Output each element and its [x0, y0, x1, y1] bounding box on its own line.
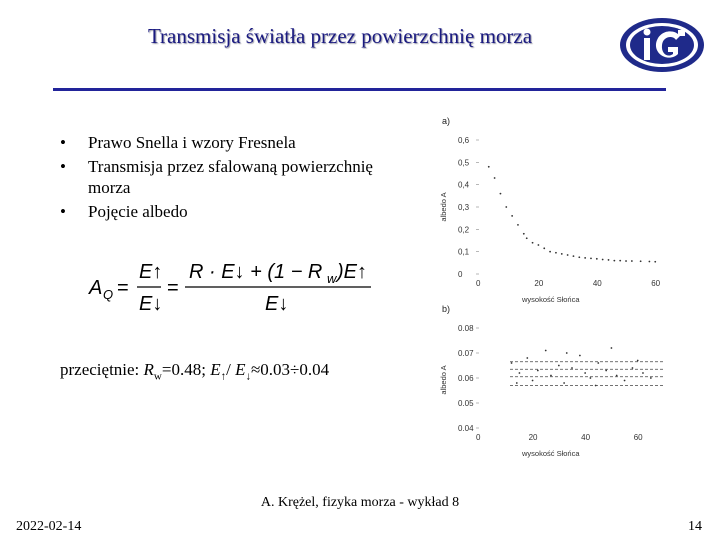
albedo-charts: [432, 112, 672, 472]
title-divider: [53, 88, 666, 91]
slide-date: 2022-02-14: [16, 519, 82, 534]
albedo-formula: [85, 254, 385, 324]
data-point: [566, 352, 568, 354]
y-axis-label: albedo A: [439, 365, 448, 395]
data-point: [642, 372, 644, 374]
page-number: 14: [688, 519, 702, 534]
data-point: [563, 382, 565, 384]
y-axis-label: albedo A: [439, 192, 448, 222]
formula-frac1-num: E↑: [139, 261, 163, 283]
data-point: [590, 257, 592, 259]
data-point: [549, 251, 551, 253]
data-point: [511, 215, 513, 217]
data-point: [611, 347, 613, 349]
data-point: [538, 244, 540, 246]
data-point: [561, 253, 563, 255]
data-point: [632, 367, 634, 369]
y-tick-label: 0,6: [458, 136, 470, 145]
data-point: [526, 357, 528, 359]
data-point: [650, 377, 652, 379]
y-tick-label: 0.04: [458, 424, 474, 433]
data-point: [494, 177, 496, 179]
y-tick-label: 0,5: [458, 158, 470, 168]
data-point: [619, 260, 621, 262]
formula-frac2-den: E↓: [265, 293, 289, 315]
x-tick-label: 0: [476, 279, 481, 288]
data-point: [608, 259, 610, 261]
bullet-item: • Prawo Snella i wzory Fresnela: [58, 132, 408, 153]
data-point: [596, 258, 598, 260]
data-point: [519, 372, 521, 374]
y-tick-label: 0,3: [458, 203, 470, 212]
y-tick-label: 0.08: [458, 324, 474, 333]
data-point: [573, 255, 575, 257]
formula-frac2-num: R · E↓ + (1 − R: [189, 261, 323, 283]
panel-label: a): [442, 116, 451, 126]
data-point: [523, 233, 525, 235]
data-point: [640, 260, 642, 262]
data-point: [605, 370, 607, 372]
data-point: [597, 362, 599, 364]
data-point: [511, 362, 513, 364]
x-tick-label: 40: [581, 433, 591, 442]
x-tick-label: 20: [528, 433, 538, 442]
data-point: [543, 247, 545, 249]
data-point: [578, 256, 580, 258]
ig-logo: [618, 16, 706, 74]
footer-credit: A. Krężel, fizyka morza - wykład 8: [260, 495, 460, 510]
bullet-item: • Transmisja przez sfalowaną powierzchnię morza: [58, 156, 408, 198]
x-tick-label: 60: [651, 279, 661, 288]
formula-frac2-num-sub: w: [327, 271, 337, 286]
formula-lhs-sub: Q: [103, 287, 114, 302]
data-point: [558, 365, 560, 367]
data-point: [654, 261, 656, 263]
panel-label: b): [442, 304, 451, 314]
data-point: [624, 380, 626, 382]
data-point: [488, 166, 490, 168]
bullet-list: [58, 132, 408, 225]
average-values-note: przeciętnie: $R_w=0.48$; $E_↑/$ $E_↓\approx 0.03\div 0.04$: [60, 360, 330, 383]
y-tick-label: 0,1: [458, 247, 470, 257]
x-tick-label: 40: [592, 279, 602, 288]
data-point: [616, 375, 618, 377]
data-point: [500, 193, 502, 195]
data-point: [526, 237, 528, 239]
data-point: [505, 206, 507, 208]
data-point: [648, 261, 650, 263]
data-point: [517, 224, 519, 226]
y-tick-label: 0,4: [458, 180, 470, 190]
data-point: [584, 257, 586, 259]
x-tick-label: 0: [476, 433, 481, 442]
data-point: [602, 259, 604, 261]
data-point: [613, 260, 615, 262]
data-point: [637, 360, 639, 362]
data-point: [545, 350, 547, 352]
x-axis-label: wysokość Słońca: [522, 295, 580, 304]
formula-lhs: A: [89, 277, 103, 299]
data-point: [555, 252, 557, 254]
data-point: [550, 375, 552, 377]
x-tick-label: 60: [633, 433, 643, 442]
y-tick-label: 0.06: [458, 374, 474, 383]
data-point: [567, 254, 569, 256]
data-point: [532, 380, 534, 382]
data-point: [595, 385, 597, 387]
data-point: [516, 382, 518, 384]
bullet-item: • Pojęcie albedo: [58, 201, 408, 222]
data-point: [571, 367, 573, 369]
formula-eq2: =: [167, 277, 179, 299]
formula-frac2-num-end: )E↑: [337, 261, 367, 283]
data-point: [537, 370, 539, 372]
y-tick-label: 0,2: [458, 225, 470, 235]
formula-eq1: =: [117, 277, 129, 299]
data-point: [532, 242, 534, 244]
x-axis-label: wysokość Słońca: [522, 449, 580, 458]
slide-title: Transmisja światła przez powierzchnię morza: [147, 24, 533, 48]
y-tick-label: 0.05: [458, 399, 474, 408]
data-point: [625, 260, 627, 262]
x-tick-label: 20: [534, 279, 544, 288]
data-point: [631, 260, 633, 262]
data-point: [579, 355, 581, 357]
formula-frac1-den: E↓: [139, 293, 163, 315]
y-tick-label: 0: [458, 270, 463, 279]
y-tick-label: 0.07: [458, 349, 474, 358]
data-point: [590, 377, 592, 379]
data-point: [584, 372, 586, 374]
